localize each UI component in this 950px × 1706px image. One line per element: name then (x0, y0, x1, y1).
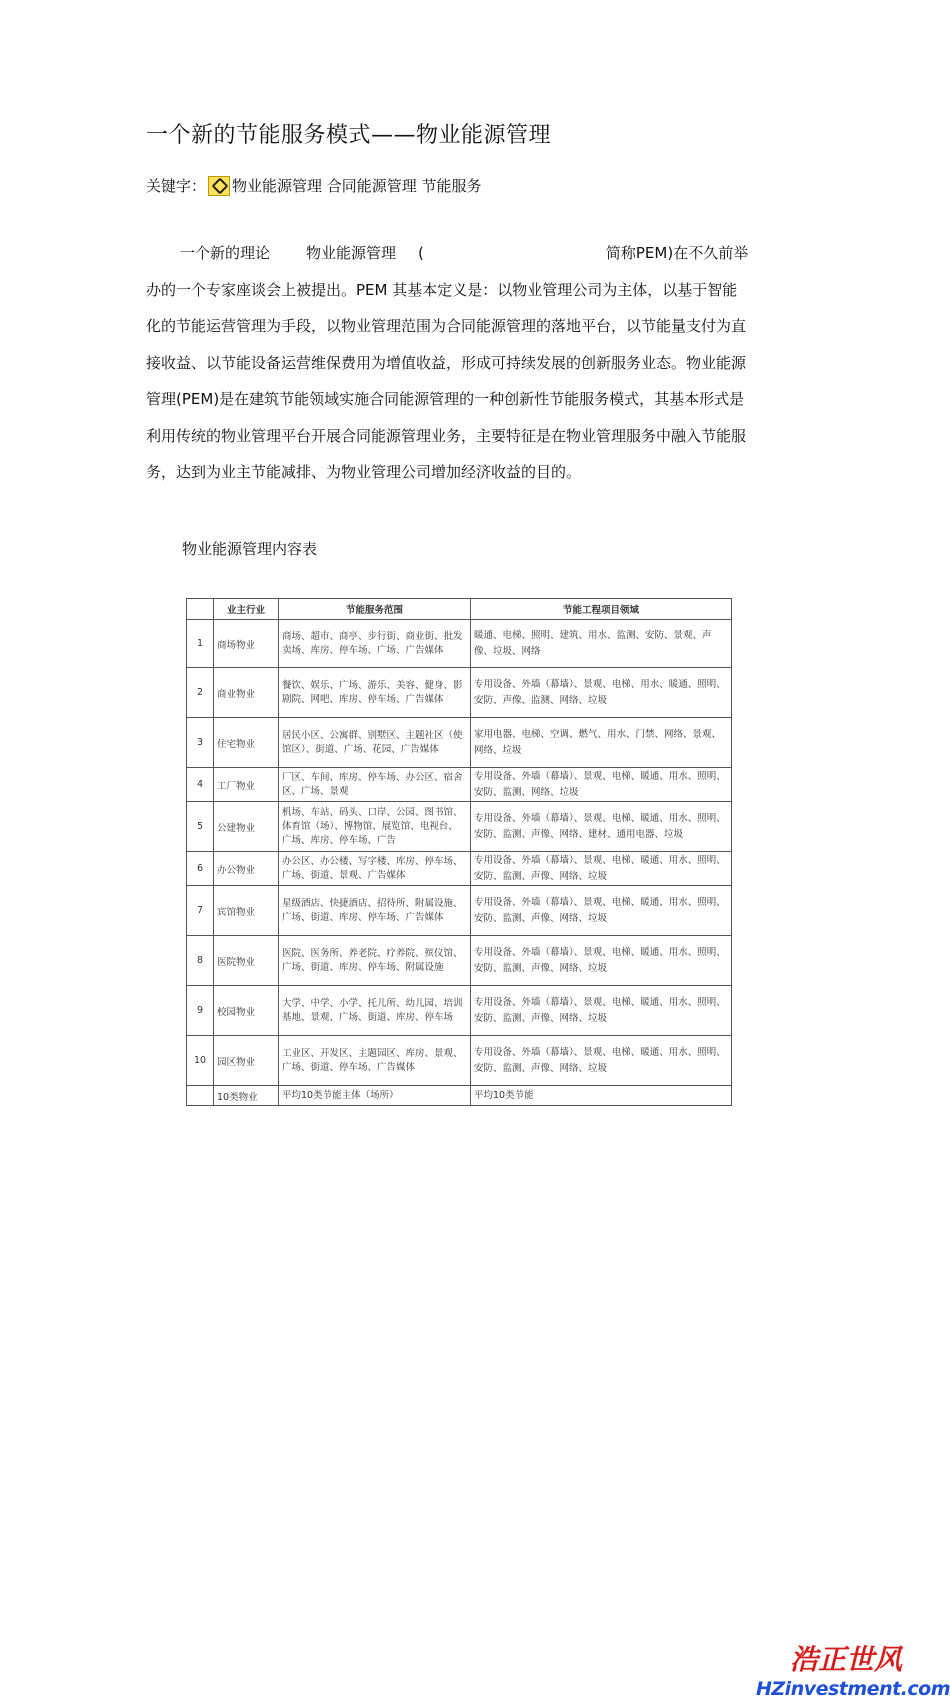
row-industry: 工厂物业 (214, 768, 279, 802)
row-field: 平均10类节能 (471, 1086, 732, 1106)
row-number: 9 (187, 986, 214, 1036)
watermark-cn: 浩正世风 (790, 1643, 903, 1676)
row-scope: 办公区、办公楼、写字楼、库房、停车场、广场、街道、景观、广告媒体 (279, 852, 471, 886)
table-row (187, 768, 732, 802)
paragraph-first-line (146, 235, 806, 272)
paragraph-line: 管理(PEM)是在建筑节能领域实施合同能源管理的一种创新性节能服务模式，其基本形式是 (146, 390, 745, 408)
content-table (186, 598, 732, 1106)
paragraph-line: 化的节能运营管理为手段，以物业管理范围为合同能源管理的落地平台，以节能量支付为直 (146, 317, 747, 335)
row-scope: 商场、超市、商亭、步行街、商业街、批发卖场、库房、停车场、广场、广告媒体 (279, 620, 471, 668)
row-number: 5 (187, 802, 214, 852)
paragraph-text-part3: ( (418, 244, 424, 262)
header-num (187, 599, 214, 620)
watermark-logo (746, 1638, 950, 1706)
paragraph-text-part1: 一个新的理论 (180, 244, 271, 262)
paragraph-text-part2: 物业能源管理 (306, 244, 397, 262)
row-number: 10 (187, 1036, 214, 1086)
paragraph-text-part4: 简称PEM)在不久前举 (605, 244, 749, 262)
table-row (187, 936, 732, 986)
row-industry: 10类物业 (214, 1086, 279, 1106)
row-scope: 厂区、车间、库房、停车场、办公区、宿舍区、广场、景观 (279, 768, 471, 802)
body-paragraph (146, 235, 806, 491)
header-industry: 业主行业 (214, 599, 279, 620)
table-row (187, 668, 732, 718)
row-field: 专用设备、外墙（幕墙）、景观、电梯、用水、暖通、照明、安防、声像、监测、网络、垃圾 (471, 668, 732, 718)
row-scope: 星级酒店、快捷酒店、招待所、附属设施、广场、街道、库房、停车场、广告媒体 (279, 886, 471, 936)
row-scope: 平均10类节能主体（场所） (279, 1086, 471, 1106)
row-field: 专用设备、外墙（幕墙）、景观、电梯、暖通、用水、照明、安防、监测、声像、网络、垃圾 (471, 986, 732, 1036)
row-number: 6 (187, 852, 214, 886)
row-industry: 住宅物业 (214, 718, 279, 768)
table-row (187, 1086, 732, 1106)
header-field: 节能工程项目领域 (471, 599, 732, 620)
table-row (187, 886, 732, 936)
row-industry: 校园物业 (214, 986, 279, 1036)
row-field: 暖通、电梯、照明、建筑、用水、监测、安防、景观、声像、垃圾、网络 (471, 620, 732, 668)
row-number: 4 (187, 768, 214, 802)
row-scope: 餐饮、娱乐、广场、游乐、美容、健身、影剧院、网吧、库房、停车场、广告媒体 (279, 668, 471, 718)
row-number: 2 (187, 668, 214, 718)
row-scope: 居民小区、公寓群、别墅区、主题社区（使馆区）、街道、广场、花园、广告媒体 (279, 718, 471, 768)
content-table-image (186, 598, 950, 1700)
row-field: 专用设备、外墙（幕墙）、景观、电梯、暖通、用水、照明、安防、监测、声像、网络、垃圾 (471, 886, 732, 936)
row-industry: 公建物业 (214, 802, 279, 852)
keywords-line (146, 175, 482, 196)
paragraph-line: 办的一个专家座谈会上被提出。PEM 其基本定义是：以物业管理公司为主体，以基于智能 (146, 280, 738, 299)
row-industry: 办公物业 (214, 852, 279, 886)
row-scope: 工业区、开发区、主题园区、库房、景观、广场、街道、停车场、广告媒体 (279, 1036, 471, 1086)
row-number: 8 (187, 936, 214, 986)
header-scope: 节能服务范围 (279, 599, 471, 620)
row-scope: 医院、医务所、养老院、疗养院、殡仪馆、广场、街道、库房、停车场、附属设施 (279, 936, 471, 986)
row-number (187, 1086, 214, 1106)
row-field: 家用电器、电梯、空调、燃气、用水、门禁、网络、景观、网络、垃圾 (471, 718, 732, 768)
row-industry: 宾馆物业 (214, 886, 279, 936)
table-header-row (187, 599, 732, 620)
row-number: 1 (187, 620, 214, 668)
watermark-en: HZinvestment.com (756, 1678, 950, 1700)
row-field: 专用设备、外墙（幕墙）、景观、电梯、暖通、用水、照明、安防、监测、声像、网络、建材、通用电器、垃圾 (471, 802, 732, 852)
paragraph-line: 利用传统的物业管理平台开展合同能源管理业务，主要特征是在物业管理服务中融入节能服 (146, 426, 747, 445)
row-industry: 园区物业 (214, 1036, 279, 1086)
table-row (187, 852, 732, 886)
row-field: 专用设备、外墙（幕墙）、景观、电梯、暖通、用水、照明、安防、监测、声像、网络、垃圾 (471, 1036, 732, 1086)
row-industry: 商业物业 (214, 668, 279, 718)
link-icon[interactable] (208, 176, 230, 196)
table-row (187, 718, 732, 768)
paragraph-line: 务，达到为业主节能减排、为物业管理公司增加经济收益的目的。 (146, 463, 582, 481)
row-field: 专用设备、外墙（幕墙）、景观、电梯、暖通、用水、照明、安防、监测、声像、网络、垃圾 (471, 936, 732, 986)
row-scope: 大学、中学、小学、托儿所、幼儿园、培训基地、景观、广场、街道、库房、停车场 (279, 986, 471, 1036)
row-number: 3 (187, 718, 214, 768)
row-field: 专用设备、外墙（幕墙）、景观、电梯、暖通、用水、照明、安防、监测、声像、网络、垃圾 (471, 852, 732, 886)
table-row (187, 620, 732, 668)
table-row (187, 802, 732, 852)
row-industry: 医院物业 (214, 936, 279, 986)
keywords-label: 关键字： (146, 177, 207, 195)
row-field: 专用设备、外墙（幕墙）、景观、电梯、暖通、用水、照明、安防、监测、网络、垃圾 (471, 768, 732, 802)
row-number: 7 (187, 886, 214, 936)
keywords-items: 物业能源管理 合同能源管理 节能服务 (232, 177, 482, 195)
table-row (187, 986, 732, 1036)
table-caption: 物业能源管理内容表 (182, 540, 318, 558)
row-industry: 商场物业 (214, 620, 279, 668)
document-title: 一个新的节能服务模式——物业能源管理 (146, 123, 552, 148)
paragraph-line: 接收益、以节能设备运营维保费用为增值收益，形成可持续发展的创新服务业态。物业能源 (146, 353, 747, 372)
row-scope: 机场、车站、码头、口岸、公园、图书馆、体育馆（场）、博物馆、展览馆、电视台、广场、库房、停车场、广告 (279, 802, 471, 852)
table-row (187, 1036, 732, 1086)
